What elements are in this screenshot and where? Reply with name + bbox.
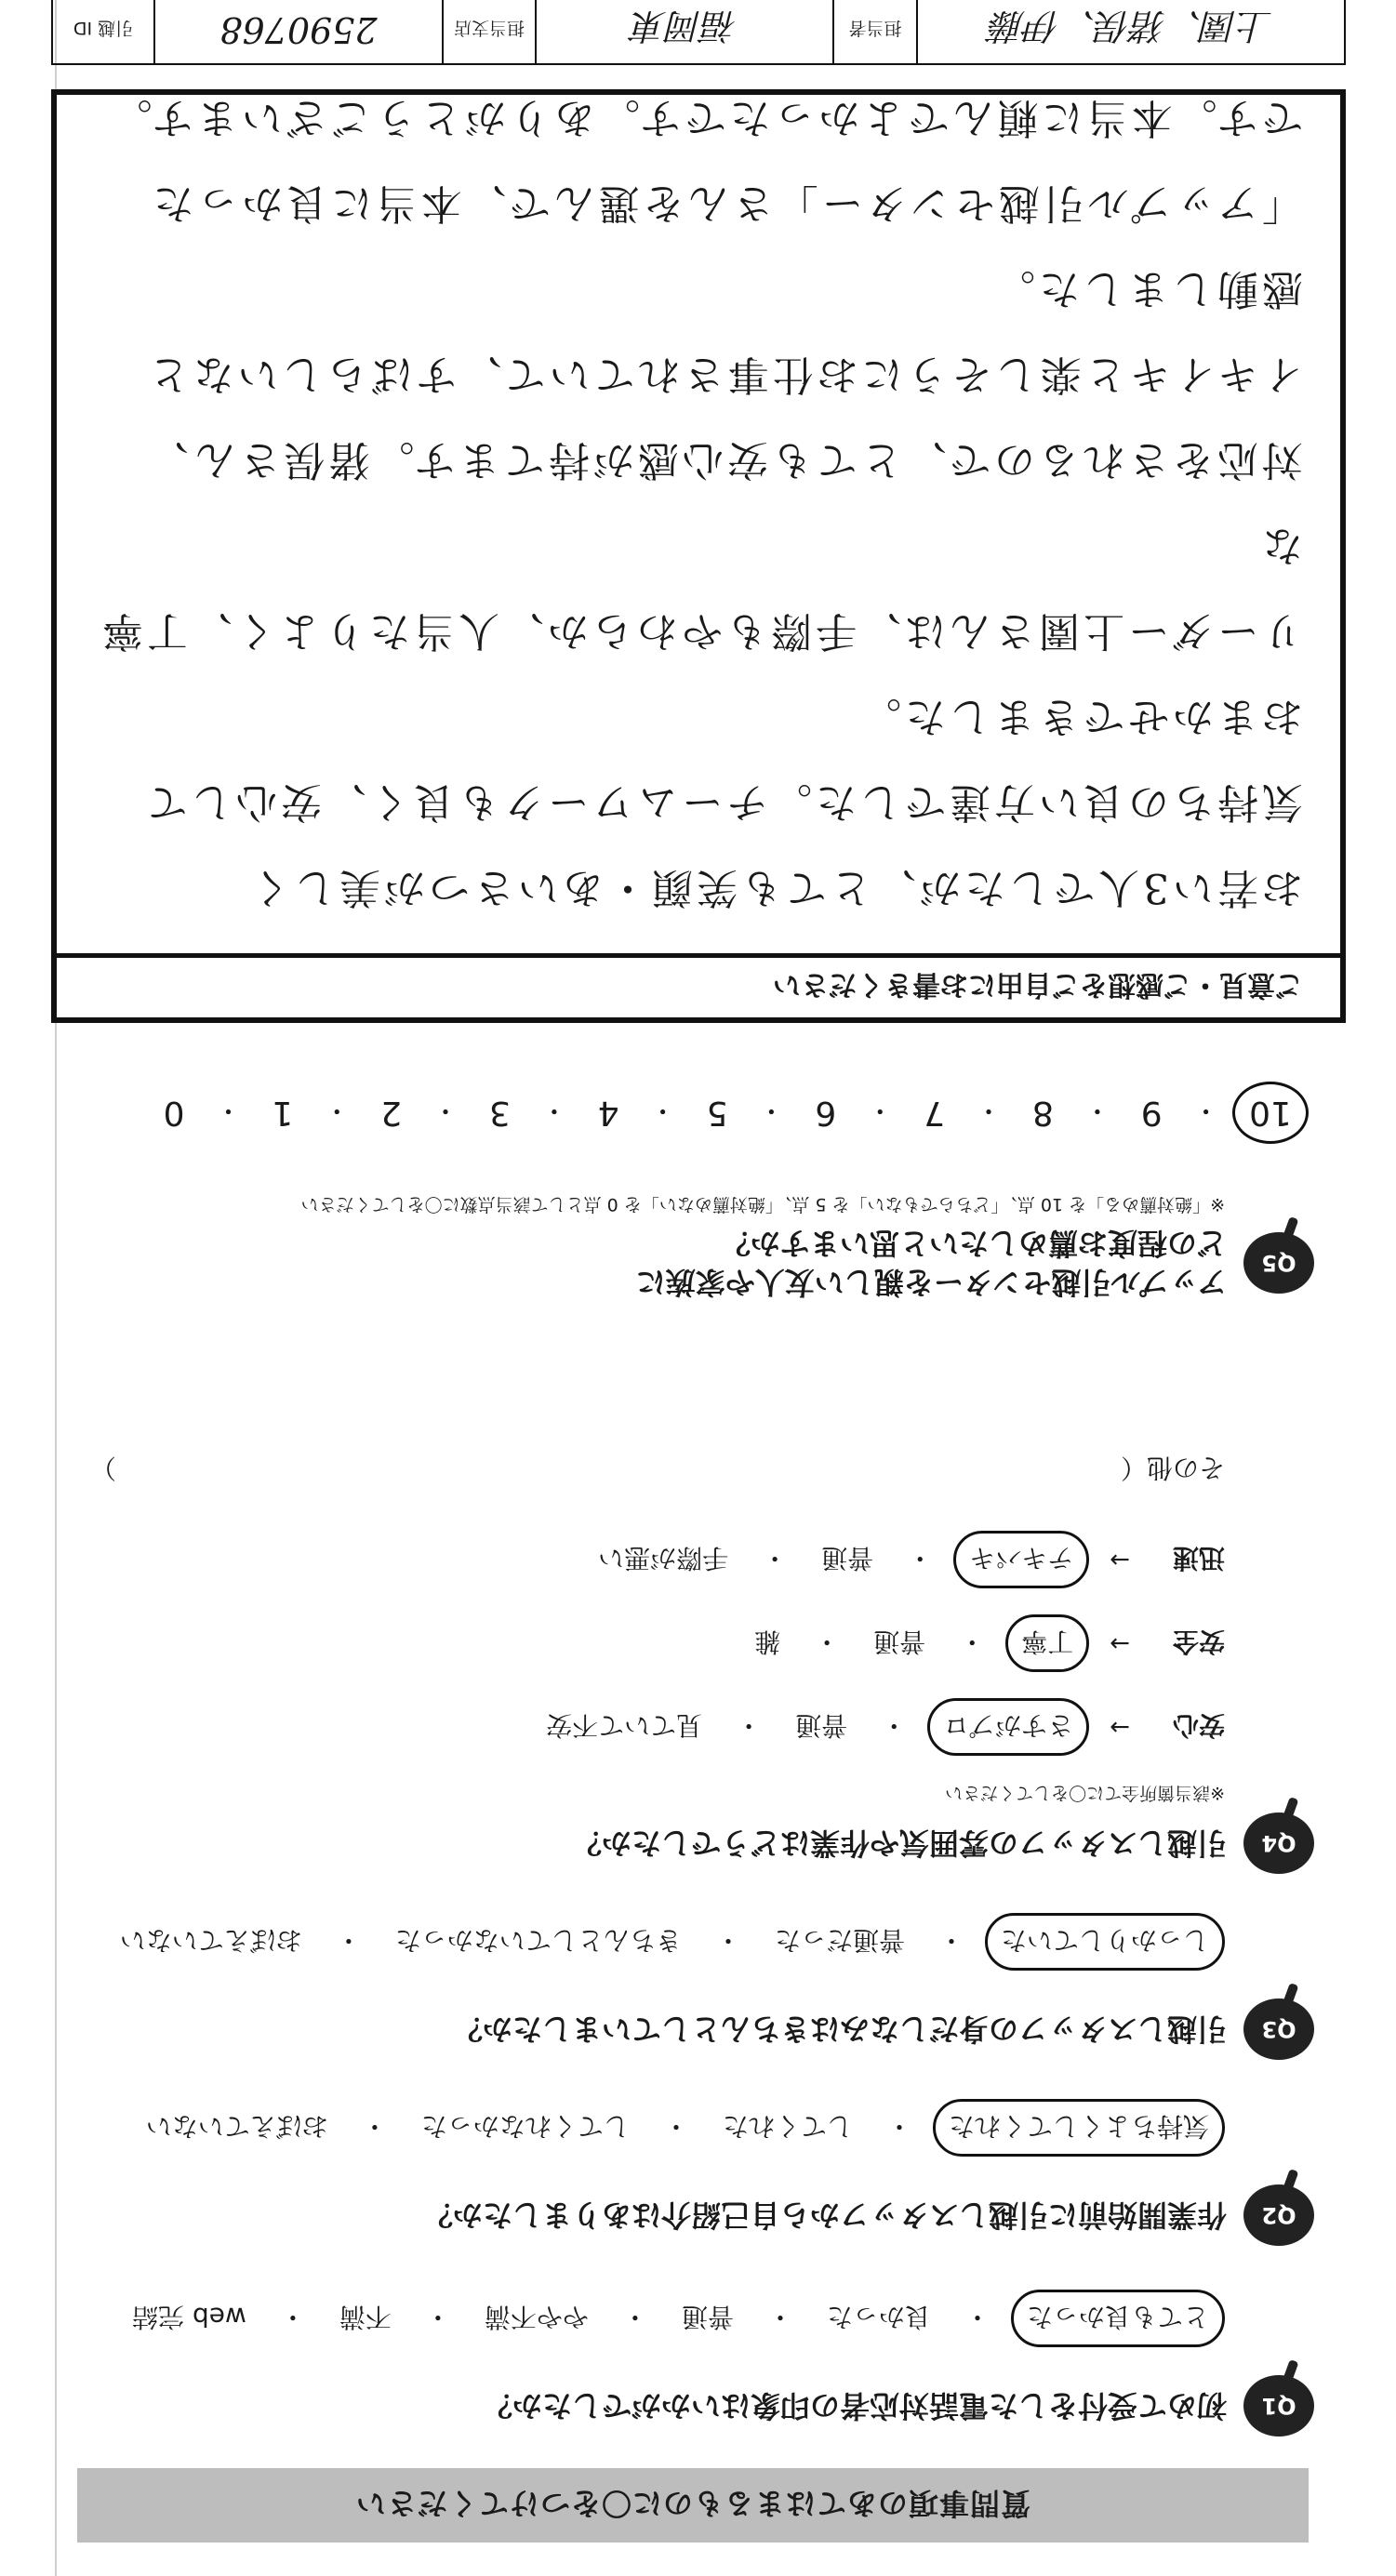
branch-label: 担当支店 (442, 0, 535, 63)
score-2[interactable]: 2 (380, 1094, 403, 1132)
q1-title: 初めて受付をした電話対応者の印象はいかがでしたか？ (482, 2388, 1227, 2423)
question-1 (77, 2290, 1314, 2437)
q2-options: 気持ちよくしてくれた ・ してくれた ・ してくれなかった ・ おぼえていない (77, 2099, 1225, 2157)
arrow-right-icon: → (1110, 1546, 1130, 1573)
q4-badge-icon: Q4 (1243, 1812, 1314, 1874)
q1-badge-icon: Q1 (1243, 2375, 1314, 2437)
q5-title-line1: アップル引越センターを親しい友人や家族に (635, 1265, 1227, 1300)
score-1[interactable]: 1 (272, 1094, 294, 1132)
instructions-text: 質問事項のあてはまるものに〇をつけてください (355, 2486, 1031, 2521)
comment-box (51, 89, 1346, 1023)
instructions-header (77, 2468, 1309, 2543)
q4-other-label: その他（ (1120, 1453, 1225, 1483)
q3-title: 引越しスタッフの身だしなみはきちんとしていましたか？ (452, 2012, 1227, 2047)
question-4 (77, 1451, 1314, 1874)
meta-table (51, 0, 1346, 65)
question-3 (77, 1913, 1314, 2060)
q4-row-label: 安心 (1172, 1710, 1225, 1741)
comment-title: ご意見・ご感想をご自由にお書きください (773, 968, 1303, 1001)
branch-value[interactable]: 福岡東 (535, 0, 832, 63)
question-5 (77, 1193, 1314, 1302)
q5-note: ※「絶対薦める」を 10 点、「どちらでもない」を 5 点、「絶対薦めない」を 0 点として該当点数に〇をしてください (300, 1194, 1225, 1215)
q4-row-label: 迅速 (1172, 1543, 1225, 1573)
q3-badge-icon: Q3 (1243, 1998, 1314, 2060)
q1-option-very-good[interactable]: とても良かった (1011, 2290, 1225, 2347)
score-10[interactable]: 10 (1232, 1082, 1309, 1144)
score-6[interactable]: 6 (815, 1094, 837, 1132)
question-2 (77, 2099, 1314, 2246)
q4-option-clumsy[interactable]: 手際が悪い (598, 1543, 729, 1573)
score-3[interactable]: 3 (488, 1094, 511, 1132)
q3-option-normal[interactable]: 普通だった (774, 1925, 905, 1956)
q5-score-scale: 10 ・ 9 ・ 8 ・ 7 ・ 6 ・ 5 ・ 4 ・ 3 ・ 2 ・ 1 ・ 0 (146, 1082, 1309, 1144)
q4-option-anxious[interactable]: 見ていて不安 (546, 1710, 703, 1741)
q3-option-dont-remember[interactable]: おぼえていない (119, 1925, 302, 1956)
arrow-right-icon: → (1110, 1629, 1130, 1657)
q5-title-line2: どの程度お薦めしたいと思いますか？ (720, 1226, 1227, 1261)
q4-row-safety-feel: 安心 → さすがプロ ・ 普通 ・ 見ていて不安 (77, 1698, 1314, 1756)
q2-title: 作業開始前に引越しスタッフから自己紹介はありましたか？ (422, 2198, 1227, 2233)
q4-title: 引越しスタッフの雰囲気や作業はどうでしたか？ (571, 1826, 1227, 1861)
q1-option-slightly-dissatisfied[interactable]: やや不満 (484, 2302, 589, 2332)
score-8[interactable]: 8 (1031, 1094, 1054, 1132)
q3-options: しっかりしていた ・ 普通だった ・ きちんとしていなかった ・ おぼえていない (77, 1913, 1225, 1971)
q4-other-field[interactable] (90, 1451, 1225, 1488)
q2-badge-icon: Q2 (1243, 2184, 1314, 2246)
q4-option-rough[interactable]: 雑 (754, 1627, 781, 1657)
q1-option-dissatisfied[interactable]: 不満 (339, 2302, 392, 2332)
score-0[interactable]: 0 (163, 1094, 185, 1132)
q4-row-label: 安全 (1172, 1627, 1225, 1657)
q4-option-normal[interactable]: 普通 (873, 1627, 926, 1657)
q4-option-pro[interactable]: さすがプロ (927, 1698, 1089, 1756)
q4-note: ※該当箇所全てに〇をしてください (945, 1783, 1225, 1803)
score-7[interactable]: 7 (924, 1094, 946, 1132)
comment-divider (57, 953, 1340, 958)
q2-option-did-not[interactable]: してくれなかった (420, 2111, 630, 2142)
q3-option-not-neat[interactable]: きちんとしていなかった (394, 1925, 682, 1956)
q1-options: とても良かった ・ 良かった ・ 普通 ・ やや不満 ・ 不満 ・ web 完結 (77, 2290, 1225, 2347)
q5-badge-icon: Q5 (1243, 1232, 1314, 1294)
score-5[interactable]: 5 (706, 1094, 728, 1132)
q4-other-close: ） (90, 1453, 117, 1483)
q3-option-neat[interactable]: しっかりしていた (985, 1913, 1225, 1971)
move-id-value[interactable]: 2590768 (153, 0, 442, 63)
q4-option-normal[interactable]: 普通 (795, 1710, 848, 1741)
q4-row-speed: 迅速 → テキパキ ・ 普通 ・ 手際が悪い (77, 1531, 1314, 1588)
q2-option-did[interactable]: してくれた (722, 2111, 853, 2142)
q1-option-normal[interactable]: 普通 (681, 2302, 734, 2332)
q4-option-normal[interactable]: 普通 (821, 1543, 874, 1573)
move-id-label: 引越 ID (73, 18, 134, 39)
q2-option-pleasant[interactable]: 気持ちよくしてくれた (933, 2099, 1225, 2157)
arrow-right-icon: → (1110, 1713, 1130, 1741)
score-4[interactable]: 4 (597, 1094, 619, 1132)
q4-row-safety: 安全 → 丁寧 ・ 普通 ・ 雑 (77, 1614, 1314, 1672)
q2-option-dont-remember[interactable]: おぼえていない (145, 2111, 328, 2142)
staff-label: 担当者 (832, 0, 916, 63)
q4-option-efficient[interactable]: テキパキ (953, 1531, 1089, 1588)
score-9[interactable]: 9 (1140, 1094, 1163, 1132)
q1-option-web[interactable]: web 完結 (132, 2302, 246, 2332)
q4-option-careful[interactable]: 丁寧 (1005, 1614, 1089, 1672)
staff-value[interactable]: 上園、猪俣、伊藤 (916, 0, 1344, 63)
q1-option-good[interactable]: 良かった (826, 2302, 931, 2332)
comment-handwritten-text[interactable]: お若い3人でしたが、とても笑顔・あいさつが美しく 気持ちの良い方達でした。チームワークも良く、安心して おまかせできました。 リーダー上園さんは、手際もやわらか、人当たりよく、丁寧な 対応をされるので、とても安心感が持てます。猪俣さん、 イキイキと楽しそうにお仕事されていて、すばらしいなと 感動しました。 「アップル引越センター」さんを選んで、本当に良かった です。本当に頼んでよかったです。ありがとうございます。 (98, 94, 1303, 911)
